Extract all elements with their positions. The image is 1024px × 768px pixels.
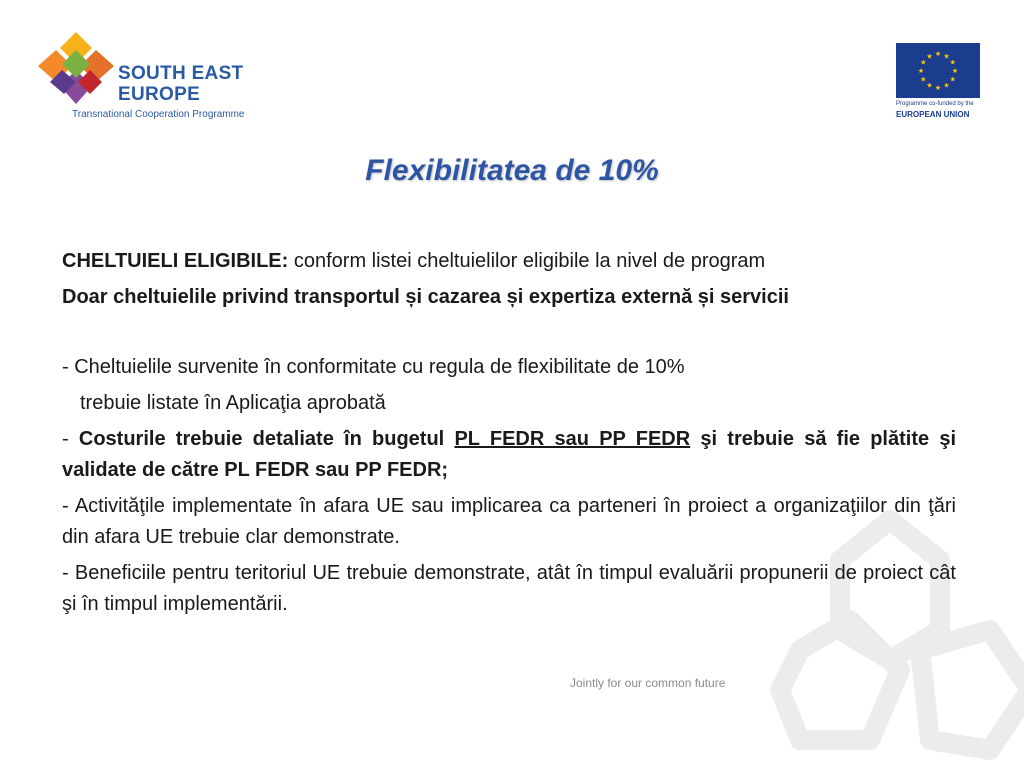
bullet-2-bold-end: şi trebuie să fie plătite şi validate de către PL FEDR sau PP FEDR; — [62, 428, 957, 481]
bullet-2-dash: - — [62, 428, 79, 450]
eu-star-icon: ★ — [926, 82, 933, 90]
bullet-2-bold-start: Costurile trebuie detaliate în bugetul — [78, 428, 455, 450]
eu-star-icon: ★ — [920, 59, 927, 67]
bullet-1-line-2: trebuie listate în Aplicaţia aprobată — [80, 392, 386, 414]
bullet-4: - Beneficiile pentru teritoriul UE trebuie demonstrate, atât în timpul evaluării propunerii de proiect cât şi în timpul implementării. — [62, 562, 956, 615]
flower-logo-icon — [34, 30, 118, 110]
eu-star-icon: ★ — [926, 53, 933, 61]
eu-star-icon: ★ — [934, 85, 942, 92]
eligible-costs-text: conform listei cheltuielilor eligibile la nivel de program — [288, 250, 766, 272]
eu-name-text: EUROPEAN UNION — [896, 110, 970, 119]
eu-star-icon: ★ — [949, 76, 956, 84]
eu-star-icon: ★ — [951, 68, 959, 75]
eu-star-icon: ★ — [943, 82, 950, 90]
eligible-costs-label: CHELTUIELI ELIGIBILE: — [62, 250, 289, 272]
eu-star-icon: ★ — [934, 51, 942, 58]
slide-body — [62, 246, 956, 620]
only-costs-line — [62, 282, 956, 313]
eu-logo — [896, 43, 986, 123]
bullet-1-line-1: - Cheltuielile survenite în conformitate cu regula de flexibilitate de 10% — [62, 356, 685, 378]
eu-flag-icon — [896, 43, 980, 98]
bullet-2-underlined: PL FEDR sau PP FEDR — [454, 428, 691, 450]
eu-star-icon: ★ — [917, 68, 925, 75]
logo-tagline: Transnational Cooperation Programme — [72, 109, 245, 120]
eu-star-icon: ★ — [943, 53, 950, 61]
eu-cofunded-text: Programme co-funded by the — [896, 101, 974, 107]
slide-title: Flexibilitatea de 10% — [365, 154, 659, 187]
logo-text-line2: EUROPE — [118, 84, 201, 105]
eligible-costs-line — [62, 246, 956, 277]
south-east-europe-logo — [34, 30, 274, 120]
bullet-2 — [62, 424, 956, 486]
only-costs-text: Doar cheltuielile privind transportul și cazarea și expertiza externă și servicii — [62, 286, 789, 308]
footer-slogan: Jointly for our common future — [570, 676, 726, 690]
eu-star-icon: ★ — [920, 76, 927, 84]
eu-star-icon: ★ — [949, 59, 956, 67]
logo-text-line1: SOUTH EAST — [118, 63, 244, 84]
bullet-3: - Activităţile implementate în afara UE sau implicarea ca parteneri în proiect a organizaţiilor din ţări din afara UE trebuie clar demonstrate. — [62, 495, 956, 548]
